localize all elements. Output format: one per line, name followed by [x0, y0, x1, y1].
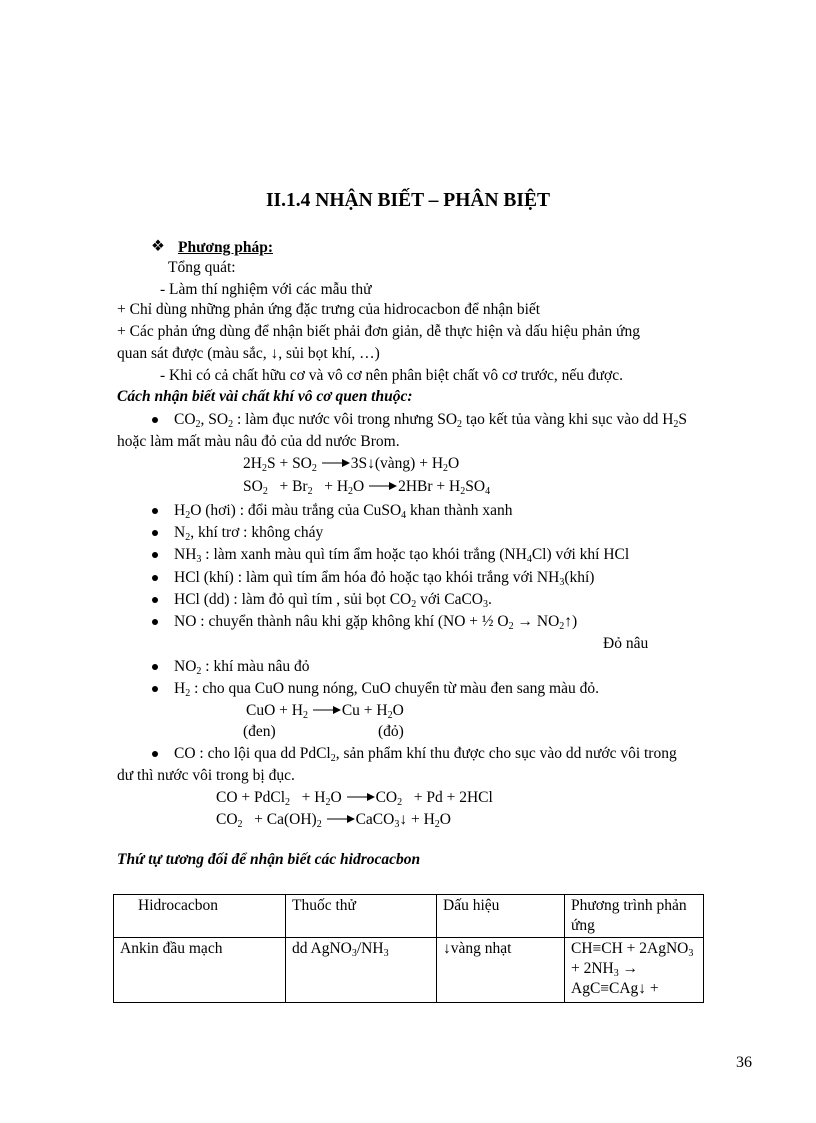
hcl-gas-line: HCl (khí) : làm quì tím ẩm hóa đỏ hoặc tạo khói trắng với $NH_3(khí)$ [174, 569, 595, 588]
cell-equation: CH≡CH + 2AgNO$_3$ + $2NH_3$ → AgC≡CAg↓ + [565, 938, 704, 1003]
bullet-icon [152, 508, 158, 514]
header-thuoc-thu: Thuốc thử [286, 895, 437, 938]
cell-reagent: dd $AgNO_3/NH_3$ [286, 938, 437, 1003]
co2-so2-line: $CO_2$, $SO_2$ : làm đục nước vôi trong nhưng $SO_2$ tạo kết tủa vàng khi sục vào dd $H_2S$ [174, 411, 688, 430]
hydrocarbon-table [113, 894, 704, 1003]
arrow-icon [368, 481, 398, 491]
cell-hydrocarbon: Ankin đầu mạch [114, 938, 286, 1003]
n2-line: $N_2$, khí trơ : không cháy [174, 524, 324, 543]
plus-line-1: + Chỉ dùng những phản ứng đặc trưng của hidrocacbon để nhận biết [117, 301, 541, 318]
bullet-icon [152, 597, 158, 603]
co-line: CO : cho lội qua dd PdCl$_2$, sản phẩm khí thu được cho sục vào dd nước vôi trong [174, 745, 677, 764]
hydrocarbon-heading: Thứ tự tương đối để nhận biết các hidrocacbon [117, 851, 421, 868]
bullet-icon [152, 619, 158, 625]
method-bullet-icon: ❖ [151, 238, 165, 255]
bullet-icon [152, 686, 158, 692]
plus-line-2: + Các phản ứng dùng để nhận biết phải đơn giản, dễ thực hiện và dấu hiệu phản ứng [117, 323, 640, 340]
header-hidrocacbon: Hidrocacbon [114, 895, 286, 938]
co-line-2: dư thì nước vôi trong bị đục. [117, 767, 295, 784]
h2o-line: $H_2O$ (hơi) : đổi màu trắng của CuSO$_4$ khan thành xanh [174, 502, 513, 521]
hcl-dd-line: HCl (dd) : làm đỏ quì tím , sủi bọt $CO_2$ với CaCO$_3$. [174, 591, 492, 610]
no-note: Đỏ nâu [603, 635, 649, 652]
cell-sign: ↓vàng nhạt [437, 938, 565, 1003]
cuo-color-label: (đen) [243, 723, 276, 740]
nh3-line: $NH_3$ : làm xanh màu quì tím ẩm hoặc tạo khói trắng $(NH_4Cl)$ với khí HCl [174, 546, 630, 565]
plus-line-2-cont: quan sát được (màu sắc, ↓, sủi bọt khí, …) [117, 345, 380, 362]
bullet-icon [152, 530, 158, 536]
h2-line: $H_2$ : cho qua CuO nung nóng, CuO chuyển từ màu đen sang màu đỏ. [174, 680, 599, 699]
header-dau-hieu: Dấu hiệu [437, 895, 565, 938]
gas-heading: Cách nhận biết vài chất khí vô cơ quen thuộc: [117, 388, 413, 405]
no2-line: $NO_2$ : khí màu nâu đỏ [174, 658, 310, 677]
bullet-icon [152, 664, 158, 670]
arrow-icon [312, 705, 342, 715]
general-label: Tổng quát: [168, 259, 236, 276]
arrow-icon [321, 458, 351, 468]
equation-5: $CO_2 + Ca(OH)_2$ CaCO$_3$↓ + $H_2O$ [216, 811, 451, 830]
equation-2: $SO_2 + Br_2 + H_2O$ $2HBr + H_2SO_4$ [243, 478, 491, 497]
cu-color-label: (đỏ) [378, 723, 404, 740]
equation-1: $2H_2S + SO_2$ 3S↓(vàng) + $H_2O$ [243, 455, 460, 474]
equation-3: CuO + $H_2$ $Cu + H_2O$ [246, 702, 404, 721]
step-1: - Làm thí nghiệm với các mẫu thử [160, 281, 372, 298]
no-line: NO : chuyển thành nâu khi gặp không khí (NO + ½ $O_2$ → $NO_2↑$) [174, 613, 578, 632]
page-title: II.1.4 NHẬN BIẾT – PHÂN BIỆT [265, 190, 551, 211]
page-number: 36 [736, 1054, 752, 1071]
bullet-icon [152, 751, 158, 757]
equation-4: CO + PdCl$_2$ + $H_2O$ $CO_2 + Pd + 2HCl$ [216, 789, 493, 808]
bullet-icon [152, 552, 158, 558]
step-2: - Khi có cả chất hữu cơ và vô cơ nên phân biệt chất vô cơ trước, nếu được. [160, 367, 623, 384]
arrow-icon [326, 814, 356, 824]
table-header-row [114, 895, 704, 938]
bullet-icon [152, 417, 158, 423]
arrow-icon [346, 792, 376, 802]
table-row [114, 938, 704, 1003]
method-heading: Phương pháp: [178, 239, 273, 256]
bullet-icon [152, 575, 158, 581]
co2-so2-line-2: hoặc làm mất màu nâu đỏ của dd nước Brom. [117, 433, 400, 450]
header-phuong-trinh: Phương trình phản ứng [565, 895, 704, 938]
